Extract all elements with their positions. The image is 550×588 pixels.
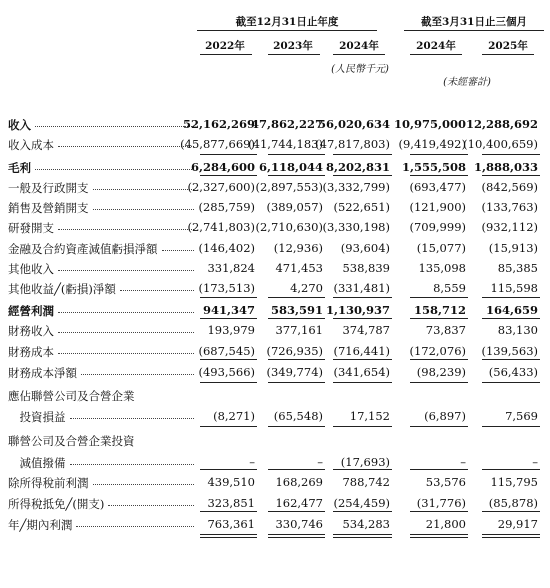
table-cell: 1,555,508 [401,160,466,174]
row-label: 研發開支 [8,221,54,235]
sum-rule [333,154,392,155]
table-cell: (98,239) [416,365,466,379]
table-cell: (45,877,669) [180,137,255,151]
row-label: 金融及合約資產減值虧損淨額 [8,242,158,256]
sum-rule [333,297,392,298]
sum-rule [200,297,257,298]
sum-rule [333,382,392,383]
table-cell: (133,763) [481,200,538,214]
table-cell: (349,774) [266,365,323,379]
table-cell: (17,693) [340,455,390,469]
table-cell: 377,161 [275,323,323,337]
table-cell: 115,795 [490,475,538,489]
sum-rule [268,154,325,155]
row-label: 毛利 [8,161,31,175]
sum-rule [200,537,257,538]
sum-rule [482,382,540,383]
sum-rule [410,318,468,319]
table-cell: (12,936) [273,241,323,255]
year-rule-1 [200,54,252,55]
sum-rule [268,426,325,427]
table-cell: (9,419,492) [398,137,466,151]
sum-rule [268,175,325,176]
table-cell: 83,130 [497,323,538,337]
table-cell: 471,453 [275,261,323,275]
sum-rule [482,318,540,319]
sum-rule [333,511,392,512]
table-cell: (389,057) [266,200,323,214]
table-cell: (56,433) [488,365,538,379]
leader-dots [35,126,194,127]
table-cell: (2,327,600) [187,180,255,194]
table-cell: (15,913) [488,241,538,255]
row-label: 其他收入 [8,262,54,276]
row-label: 所得稅抵免╱(開支) [8,497,105,511]
table-cell: (726,935) [266,344,323,358]
sum-rule [410,154,468,155]
sum-rule [268,318,325,319]
table-cell: – [532,455,538,469]
table-cell: 168,269 [275,475,323,489]
table-cell: 12,288,692 [465,117,538,131]
table-cell: (709,999) [409,220,466,234]
table-cell: (121,900) [409,200,466,214]
table-cell: 4,270 [290,281,323,295]
sum-rule [482,359,540,360]
sum-rule [482,537,540,538]
row-label: 減值撥備 [8,456,66,470]
table-cell: 158,712 [413,303,466,317]
table-cell: 8,559 [433,281,466,295]
table-cell: (15,077) [416,241,466,255]
header-group-annual: 截至12月31日止年度 [235,16,339,28]
header-group-quarter-rule [404,30,544,31]
table-cell: 330,746 [275,517,323,531]
sum-rule [410,359,468,360]
leader-dots [81,374,194,375]
table-cell: 164,659 [485,303,538,317]
table-cell: (3,332,799) [322,180,390,194]
header-group-annual-rule [197,30,377,31]
leader-dots [70,464,195,465]
leader-dots [58,332,194,333]
table-cell: (10,400,659) [463,137,538,151]
table-cell: (716,441) [333,344,390,358]
sum-rule [268,534,325,535]
year-rule-5 [482,54,534,55]
header-group-quarter: 截至3月31日止三個月 [421,16,527,28]
table-cell: 941,347 [202,303,255,317]
table-cell: (842,569) [481,180,538,194]
sum-rule [268,382,325,383]
sum-rule [200,469,257,470]
sum-rule [410,511,468,512]
sum-rule [410,382,468,383]
sum-rule [200,359,257,360]
sum-rule [333,469,392,470]
leader-dots [93,209,195,210]
leader-dots [58,353,194,354]
table-cell: 374,787 [342,323,390,337]
table-cell: 115,598 [490,281,538,295]
sum-rule [268,359,325,360]
sum-rule [333,359,392,360]
sum-rule [200,511,257,512]
sum-rule [333,534,392,535]
sum-rule [200,318,257,319]
table-cell: (65,548) [273,409,323,423]
sum-rule [482,511,540,512]
row-label: 財務收入 [8,324,54,338]
table-cell: 17,152 [349,409,390,423]
sum-rule [268,537,325,538]
table-cell: (254,459) [333,496,390,510]
row-label: 財務成本 [8,345,54,359]
table-cell: (93,604) [340,241,390,255]
table-cell: 8,202,831 [325,160,390,174]
table-cell: (687,545) [198,344,255,358]
row-label: 經營利潤 [8,304,54,318]
table-cell: 193,979 [207,323,255,337]
sum-rule [333,318,392,319]
leader-dots [93,189,195,190]
table-cell: 1,130,937 [325,303,390,317]
sum-rule [410,297,468,298]
year-rule-3 [333,54,385,55]
sum-rule [482,469,540,470]
year-2024-q1: 2024年 [416,40,456,52]
row-label: 應佔聯營公司及合營企業 [8,389,135,403]
table-cell: (285,759) [198,200,255,214]
sum-rule [482,534,540,535]
table-cell: (85,878) [488,496,538,510]
table-cell: 439,510 [207,475,255,489]
leader-dots [162,250,195,251]
sum-rule [200,154,257,155]
table-cell: 29,917 [497,517,538,531]
table-cell: (493,566) [198,365,255,379]
sum-rule [268,511,325,512]
table-cell: 538,839 [342,261,390,275]
table-cell: 85,385 [497,261,538,275]
table-cell: (47,817,803) [315,137,390,151]
sum-rule [333,175,392,176]
table-cell: (2,897,553) [255,180,323,194]
sum-rule [200,175,257,176]
sum-rule [482,426,540,427]
table-cell: 7,569 [505,409,538,423]
sum-rule [200,534,257,535]
table-cell: (173,513) [198,281,255,295]
table-cell: (2,710,630) [255,220,323,234]
table-cell: (139,563) [481,344,538,358]
row-label: 除所得稅前利潤 [8,476,89,490]
row-label: 收入 [8,118,31,132]
row-label: 銷售及營銷開支 [8,201,89,215]
sum-rule [410,175,468,176]
leader-dots [35,169,194,170]
table-cell: (172,076) [409,344,466,358]
table-cell: (146,402) [198,241,255,255]
table-cell: – [317,455,323,469]
row-label: 聯營公司及合營企業投資 [8,434,135,448]
sum-rule [333,426,392,427]
leader-dots [76,526,194,527]
table-cell: 323,851 [207,496,255,510]
year-2022: 2022年 [205,40,245,52]
year-rule-4 [410,54,462,55]
unaudited-note: (未經審計) [443,77,491,88]
sum-rule [268,469,325,470]
table-cell: (6,897) [424,409,466,423]
table-cell: 162,477 [275,496,323,510]
row-label: 一般及行政開支 [8,181,89,195]
leader-dots [58,146,194,147]
year-2025-q1: 2025年 [488,40,528,52]
table-cell: (31,776) [416,496,466,510]
table-cell: – [460,455,466,469]
table-cell: – [249,455,255,469]
table-cell: (331,481) [333,281,390,295]
leader-dots [58,229,194,230]
leader-dots [70,418,195,419]
year-2024: 2024年 [339,40,379,52]
table-cell: 52,162,269 [182,117,255,131]
leader-dots [58,270,194,271]
table-cell: (2,741,803) [187,220,255,234]
sum-rule [200,426,257,427]
leader-dots [108,505,194,506]
table-cell: 6,284,600 [190,160,255,174]
table-cell: 583,591 [270,303,323,317]
table-cell: 1,888,033 [473,160,538,174]
sum-rule [200,382,257,383]
sum-rule [410,537,468,538]
sum-rule [333,537,392,538]
row-label: 財務成本淨額 [8,366,77,380]
row-label: 其他收益╱(虧損)淨額 [8,282,116,296]
table-cell: 135,098 [418,261,466,275]
table-cell: (341,654) [333,365,390,379]
sum-rule [268,297,325,298]
sum-rule [482,154,540,155]
sum-rule [410,469,468,470]
sum-rule [410,426,468,427]
table-cell: 6,118,044 [258,160,323,174]
year-2023: 2023年 [273,40,313,52]
leader-dots [120,290,194,291]
table-cell: 73,837 [425,323,466,337]
table-cell: 53,576 [425,475,466,489]
table-cell: (3,330,198) [322,220,390,234]
table-cell: (522,651) [333,200,390,214]
table-cell: (932,112) [481,220,538,234]
table-cell: 788,742 [342,475,390,489]
table-cell: 47,862,227 [250,117,323,131]
table-cell: 331,824 [207,261,255,275]
leader-dots [58,312,194,313]
table-cell: 56,020,634 [317,117,390,131]
leader-dots [93,484,195,485]
sum-rule [482,297,540,298]
table-cell: 21,800 [425,517,466,531]
year-rule-2 [268,54,320,55]
row-label: 投資損益 [8,410,66,424]
table-cell: (693,477) [409,180,466,194]
table-cell: (8,271) [213,409,255,423]
sum-rule [482,175,540,176]
unit-note: (人民幣千元) [331,64,389,75]
table-cell: 763,361 [207,517,255,531]
row-label: 年╱期內利潤 [8,518,73,532]
table-cell: (41,744,183) [248,137,323,151]
table-cell: 10,975,000 [393,117,466,131]
row-label: 收入成本 [8,138,54,152]
sum-rule [410,534,468,535]
table-cell: 534,283 [342,517,390,531]
